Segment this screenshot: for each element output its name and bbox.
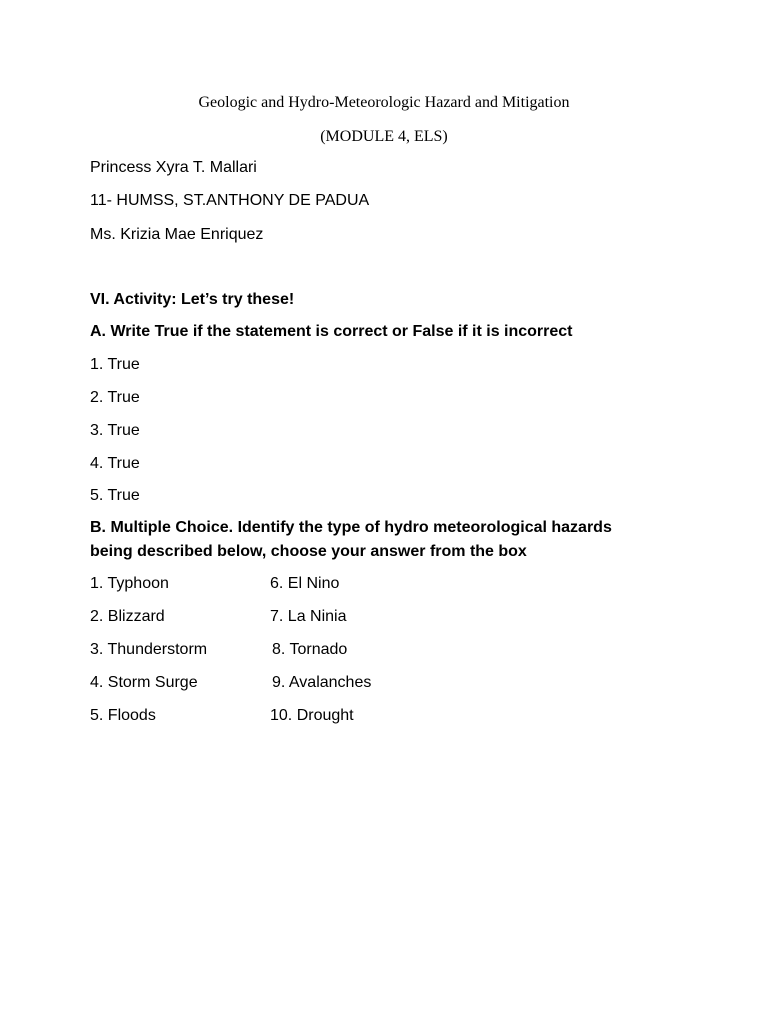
part-b-answer-10: 10. Drought: [270, 707, 354, 724]
part-b-answer-9: 9. Avalanches: [272, 674, 372, 691]
part-a-answer-4: 4. True: [90, 455, 140, 472]
part-b-answer-4: 4. Storm Surge: [90, 674, 198, 691]
part-b-answer-7: 7. La Ninia: [270, 608, 347, 625]
document-subtitle: (MODULE 4, ELS): [320, 128, 448, 145]
part-b-instruction-line2: being described below, choose your answer from the box: [90, 543, 527, 560]
part-a-answer-5: 5. True: [90, 487, 140, 504]
part-a-instruction: A. Write True if the statement is correct or False if it is incorrect: [90, 323, 573, 340]
part-b-answer-5: 5. Floods: [90, 707, 156, 724]
student-section: 11- HUMSS, ST.ANTHONY DE PADUA: [90, 192, 370, 209]
part-a-answer-3: 3. True: [90, 422, 140, 439]
part-b-answer-8: 8. Tornado: [272, 641, 348, 658]
part-b-answer-2: 2. Blizzard: [90, 608, 165, 625]
part-b-answer-1: 1. Typhoon: [90, 575, 169, 592]
activity-heading: VI. Activity: Let’s try these!: [90, 291, 295, 308]
part-b-answer-6: 6. El Nino: [270, 575, 340, 592]
document-title: Geologic and Hydro-Meteorologic Hazard and Mitigation: [198, 94, 570, 111]
part-a-answer-1: 1. True: [90, 356, 140, 373]
part-b-instruction-line1: B. Multiple Choice. Identify the type of hydro meteorological hazards: [90, 519, 612, 536]
student-name: Princess Xyra T. Mallari: [90, 159, 257, 176]
part-b-answer-3: 3. Thunderstorm: [90, 641, 208, 658]
teacher-name: Ms. Krizia Mae Enriquez: [90, 226, 264, 243]
part-a-answer-2: 2. True: [90, 389, 140, 406]
